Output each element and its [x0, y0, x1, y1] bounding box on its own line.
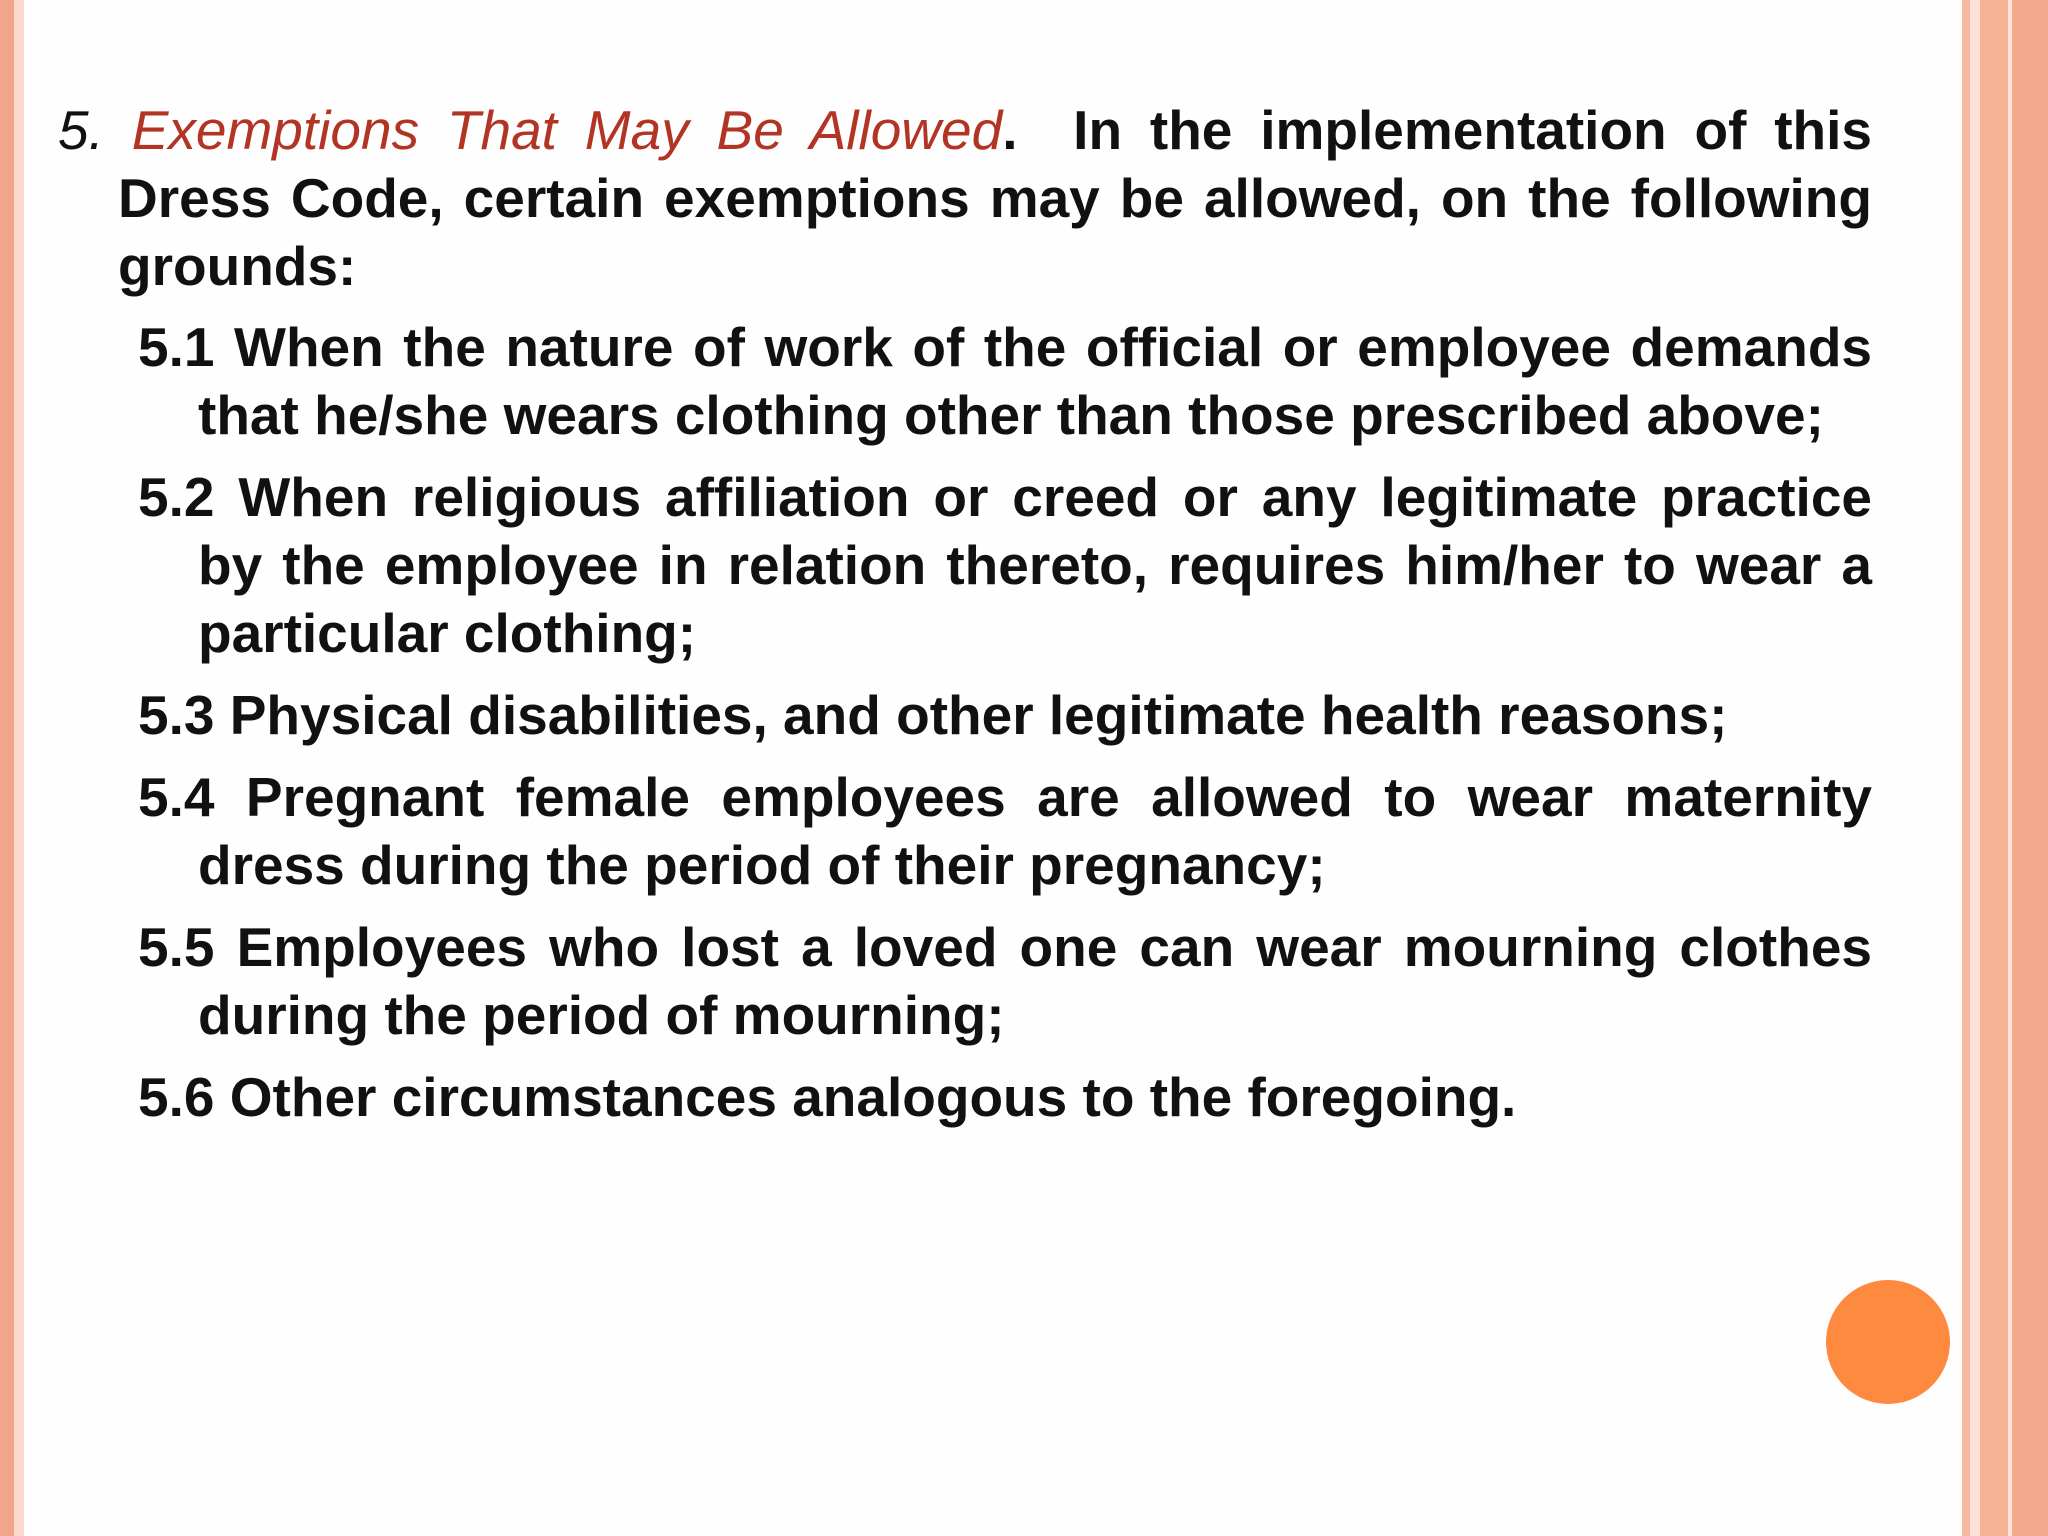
left-border-inner	[14, 0, 24, 1536]
item-text: Physical disabilities, and other legitimate health reasons;	[229, 684, 1728, 746]
item-label: 5.4	[138, 766, 215, 828]
section-title-period: .	[1002, 99, 1018, 161]
list-item	[58, 313, 1872, 449]
right-border-band	[1962, 0, 1970, 1536]
section-number: 5.	[58, 99, 104, 161]
list-item	[58, 463, 1872, 667]
item-text: When the nature of work of the official or employee demands that he/she wears clothing other than those prescribed above;	[198, 316, 1873, 446]
item-label: 5.2	[138, 466, 215, 528]
item-text: Other circumstances analogous to the foregoing.	[229, 1066, 1517, 1128]
slide-content	[58, 96, 1872, 1145]
item-label: 5.6	[138, 1066, 215, 1128]
item-text: When religious affiliation or creed or any legitimate practice by the employee in relation thereto, requires him/her to wear a particular clothing;	[198, 466, 1872, 664]
list-item	[58, 681, 1872, 749]
item-label: 5.5	[138, 916, 215, 978]
item-label: 5.3	[138, 684, 215, 746]
list-item	[58, 1063, 1872, 1131]
section-heading	[58, 96, 1872, 300]
section-intro: In the implementation of this Dress Code, certain exemptions may be allowed, on the following grounds:	[118, 99, 1873, 297]
item-text: Pregnant female employees are allowed to wear maternity dress during the period of their pregnancy;	[198, 766, 1872, 896]
item-text: Employees who lost a loved one can wear mourning clothes during the period of mourning;	[198, 916, 1872, 1046]
item-label: 5.1	[138, 316, 215, 378]
left-border-outer	[0, 0, 14, 1536]
right-border-band	[1970, 0, 1980, 1536]
right-border-band	[1980, 0, 2008, 1536]
section-title: Exemptions That May Be Allowed	[131, 99, 1003, 161]
orange-circle-decoration	[1826, 1280, 1950, 1404]
right-border-band	[2012, 0, 2048, 1536]
list-item	[58, 763, 1872, 899]
list-item	[58, 913, 1872, 1049]
